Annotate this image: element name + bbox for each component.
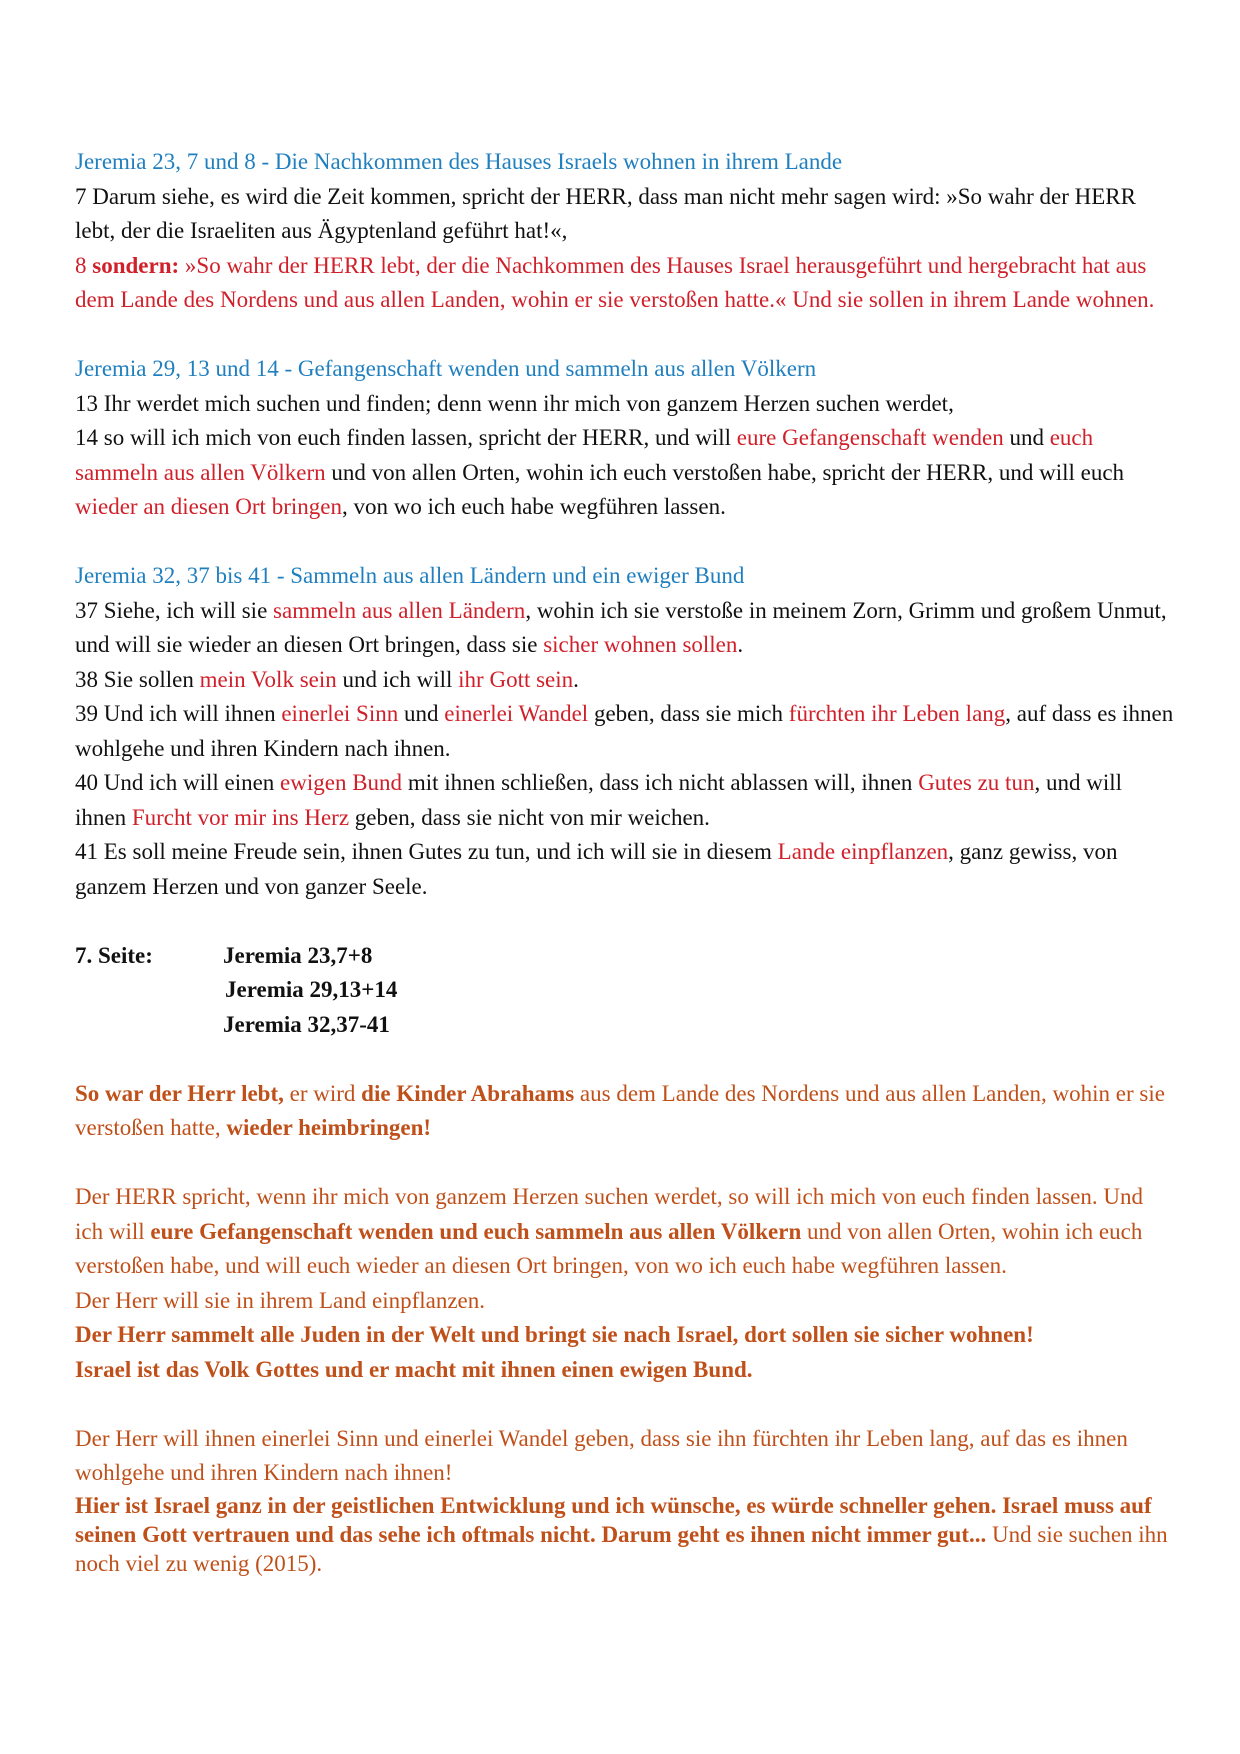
- commentary-text: er wird: [283, 1080, 362, 1106]
- commentary-emphasis: eure Gefangenschaft wenden und euch sammeln aus allen Völkern: [150, 1218, 802, 1244]
- verse-emphasis: sondern:: [92, 252, 180, 278]
- verse-text: und ich will: [336, 666, 459, 692]
- reference-item: Jeremia 23,7+8: [223, 942, 373, 968]
- verse-text: 39 Und ich will ihnen: [75, 701, 282, 726]
- verse-13: 13 Ihr werdet mich suchen und finden; denn wenn ihr mich von ganzem Herzen suchen werdet,: [75, 390, 954, 416]
- verse-text: mit ihnen schließen, dass ich nicht ablassen will, ihnen: [402, 770, 919, 795]
- reference-row: [75, 973, 1175, 1008]
- commentary-paragraph-2: [75, 1180, 1175, 1284]
- section-heading-jer23: Jeremia 23, 7 und 8 - Die Nachkommen des Hauses Israels wohnen in ihrem Lande: [75, 149, 843, 174]
- verse-8: [75, 249, 1175, 318]
- verse-text: und: [1003, 425, 1050, 450]
- reference-label-spacer: [75, 1008, 223, 1043]
- verse-text: und: [398, 701, 445, 726]
- highlight-text: einerlei Wandel: [444, 701, 589, 726]
- highlight-text: euch sammeln aus allen Völkern: [75, 425, 1094, 485]
- highlight-text: sammeln aus allen Ländern: [273, 597, 526, 623]
- reference-label-spacer: [75, 973, 225, 1008]
- verse-text: , ganz gewiss, von ganzem Herzen und von ganzer Seele.: [75, 839, 1118, 899]
- commentary-emphasis: So war der Herr lebt,: [75, 1080, 284, 1106]
- reference-item: Jeremia 32,37-41: [223, 1011, 390, 1037]
- verse-number: 8: [75, 252, 93, 278]
- commentary-bold-line: Der Herr sammelt alle Juden in der Welt und bringt sie nach Israel, dort sollen sie sicher wohnen!: [75, 1322, 1034, 1347]
- verse-text: »So wahr der HERR lebt, der die Nachkommen des Hauses Israel herausgeführt und hergebracht hat aus dem Lande des Nordens und aus allen Landen, wohin er sie verstoßen hatte.« Und sie sollen in ihrem Lande wohnen.: [75, 252, 1155, 312]
- verse-14: [75, 421, 1175, 525]
- verse-text: .: [737, 632, 744, 657]
- verse-text: 38 Sie sollen: [75, 666, 200, 692]
- verse-text: 40 Und ich will einen: [75, 770, 281, 795]
- commentary-text: und von allen Orten, wohin ich euch verstoßen habe, und will euch wieder an diesen Ort bringen, von wo ich euch habe wegführen lassen.: [75, 1218, 1143, 1278]
- commentary-text: aus dem Lande des Nordens und aus allen Landen, wohin er sie verstoßen hatte,: [75, 1080, 1165, 1140]
- commentary-emphasis: wieder heimbringen!: [226, 1115, 432, 1140]
- document-page: [75, 145, 1175, 1578]
- highlight-text: wieder an diesen Ort bringen: [75, 494, 342, 519]
- highlight-text: fürchten ihr Leben lang: [788, 701, 1006, 726]
- verse-text: geben, dass sie nicht von mir weichen.: [349, 804, 710, 830]
- highlight-text: Furcht vor mir ins Herz: [131, 804, 350, 830]
- spacer: [75, 525, 1175, 560]
- verse-text: , wohin ich sie verstoße in meinem Zorn, Grimm und großem Unmut, und will sie wieder an diesen Ort bringen, dass sie: [75, 597, 1167, 657]
- verse-text: 41 Es soll meine Freude sein, ihnen Gutes zu tun, und ich will sie in diesem: [75, 839, 778, 864]
- reference-item: Jeremia 29,13+14: [225, 977, 398, 1002]
- spacer: [75, 1387, 1175, 1422]
- commentary-line: Der Herr will sie in ihrem Land einpflanzen.: [75, 1287, 486, 1313]
- highlight-text: Lande einpflanzen: [777, 839, 949, 864]
- verse-39: [75, 697, 1175, 766]
- verse-37: [75, 594, 1175, 663]
- commentary-closing-paragraph: [75, 1491, 1175, 1578]
- verse-text: , und will ihnen: [75, 770, 1122, 830]
- highlight-text: ewigen Bund: [280, 770, 403, 795]
- highlight-text: Gutes zu tun: [918, 770, 1035, 795]
- commentary-bold-line: Israel ist das Volk Gottes und er macht mit ihnen einen ewigen Bund.: [75, 1356, 753, 1382]
- highlight-text: mein Volk sein: [199, 666, 337, 692]
- verse-40: [75, 766, 1175, 835]
- highlight-text: ihr Gott sein: [458, 666, 574, 692]
- commentary-emphasis: die Kinder Abrahams: [361, 1080, 575, 1106]
- commentary-closing: [75, 1491, 1175, 1578]
- spacer: [75, 318, 1175, 353]
- commentary-paragraph-1: [75, 1077, 1175, 1146]
- verse-text: 14 so will ich mich von euch finden lassen, spricht der HERR, und will: [75, 425, 737, 450]
- verse-text: und von allen Orten, wohin ich euch verstoßen habe, spricht der HERR, und will euch: [325, 459, 1125, 485]
- verse-41: [75, 835, 1175, 904]
- spacer: [75, 1042, 1175, 1077]
- verse-text: .: [573, 666, 579, 692]
- reference-row: [75, 1008, 1175, 1043]
- commentary-text: Der HERR spricht, wenn ihr mich von ganzem Herzen suchen werdet, so will ich mich von euch finden lassen. Und ich will: [75, 1184, 1143, 1244]
- highlight-text: eure Gefangenschaft wenden: [736, 425, 1004, 450]
- verse-text: 37 Siehe, ich will sie: [75, 597, 274, 623]
- reference-row: [75, 939, 1175, 974]
- verse-text: geben, dass sie mich: [588, 701, 789, 726]
- spacer: [75, 904, 1175, 939]
- reference-label: 7. Seite:: [75, 942, 153, 968]
- verse-38: [75, 663, 1175, 698]
- commentary-emphasis: Hier ist Israel ganz in der geistlichen Entwicklung und ich wünsche, es würde schneller gehen. Israel muss auf seinen Gott vertrauen und das sehe ich oftmals nicht. Darum geht es ihnen nicht immer gut...: [75, 1492, 1152, 1547]
- verse-7: 7 Darum siehe, es wird die Zeit kommen, spricht der HERR, dass man nicht mehr sagen wird: »So wahr der HERR lebt, der die Israeliten aus Ägyptenland geführt hat!«,: [75, 183, 1136, 243]
- section-heading-jer29: Jeremia 29, 13 und 14 - Gefangenschaft wenden und sammeln aus allen Völkern: [75, 356, 817, 381]
- verse-text: , von wo ich euch habe wegführen lassen.: [341, 494, 726, 519]
- section-heading-jer32: Jeremia 32, 37 bis 41 - Sammeln aus allen Ländern und ein ewiger Bund: [75, 563, 745, 588]
- spacer: [75, 1146, 1175, 1181]
- verse-text: , auf dass es ihnen wohlgehe und ihren Kindern nach ihnen.: [75, 701, 1174, 761]
- commentary-text: Und sie suchen ihn noch viel zu wenig (2015).: [75, 1521, 1168, 1576]
- highlight-text: einerlei Sinn: [281, 701, 399, 726]
- highlight-text: sicher wohnen sollen: [543, 632, 738, 657]
- commentary-paragraph-3: Der Herr will ihnen einerlei Sinn und einerlei Wandel geben, dass sie ihn fürchten ihr Leben lang, auf das es ihnen wohlgehe und ihren Kindern nach ihnen!: [75, 1425, 1128, 1485]
